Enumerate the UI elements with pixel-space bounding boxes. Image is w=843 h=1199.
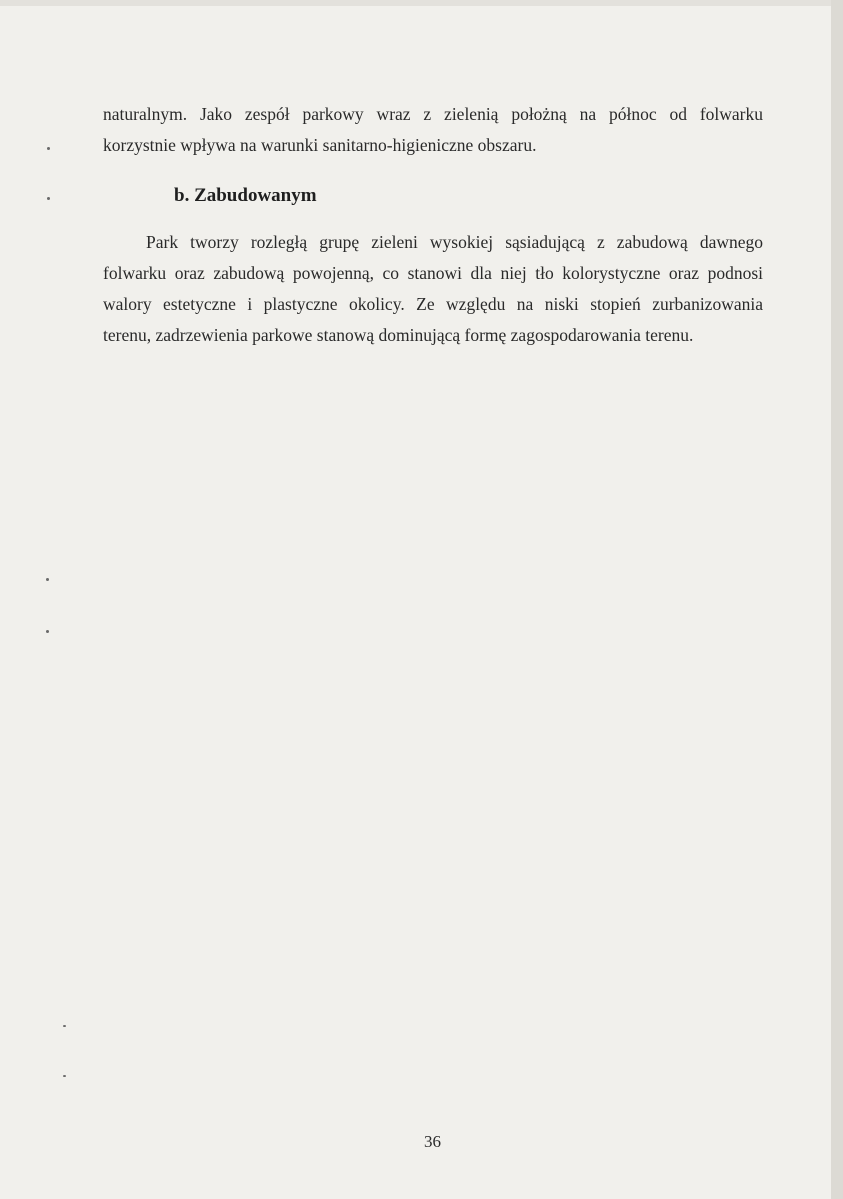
page-number: 36 (424, 1132, 441, 1151)
scan-speck (47, 197, 50, 200)
scan-speck (63, 1025, 66, 1027)
paragraph-2-line-1: Park tworzy rozległą grupę zieleni wysokiej sąsiadującą z zabudową dawnego (146, 232, 763, 252)
scan-speck (46, 630, 49, 633)
scan-speck (46, 578, 49, 581)
paragraph-2 (103, 227, 763, 351)
section-heading: b. Zabudowanym (174, 185, 317, 206)
paragraph-1-line-2: korzystnie wpływa na warunki sanitarno-higieniczne obszaru. (103, 135, 537, 155)
paragraph-2-line-2: folwarku oraz zabudową powojenną, co stanowi dla niej tło kolorystyczne oraz podnosi (103, 263, 763, 283)
scan-speck (47, 147, 50, 150)
paragraph-1-line-1: naturalnym. Jako zespół parkowy wraz z zielenią położną na północ od folwarku (103, 104, 763, 124)
paragraph-1 (103, 99, 763, 161)
scan-top-edge (0, 0, 831, 6)
scan-speck (63, 1075, 66, 1077)
paragraph-2-line-3: walory estetyczne i plastyczne okolicy. Ze względu na niski stopień zurbanizowania (103, 294, 763, 314)
paragraph-2-line-4: terenu, zadrzewienia parkowe stanową dominującą formę zagospodarowania terenu. (103, 325, 694, 345)
